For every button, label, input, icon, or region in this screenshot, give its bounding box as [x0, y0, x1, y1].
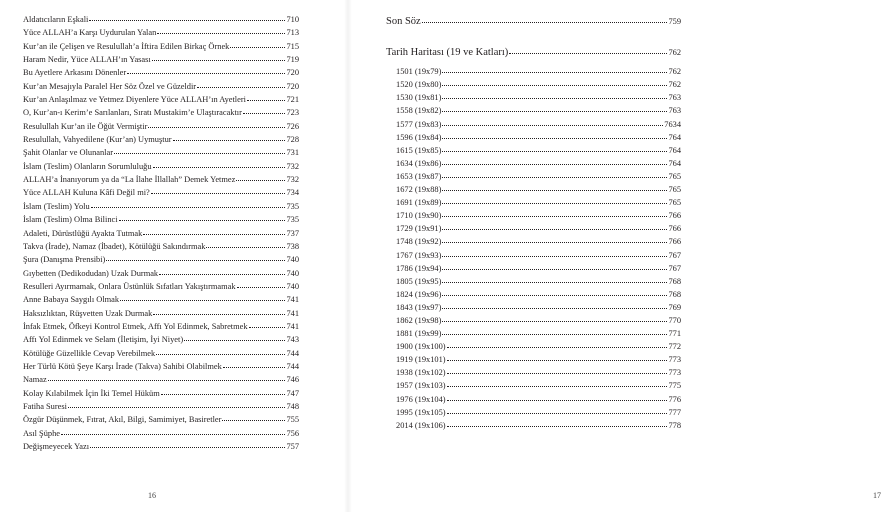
dot-leader [442, 85, 667, 86]
toc-entry-page: 775 [668, 381, 681, 391]
toc-entry-title: İslam (Teslim) Yolu [23, 201, 90, 211]
dot-leader [442, 164, 667, 165]
toc-entry-page: 773 [668, 355, 681, 365]
toc-entry [23, 133, 299, 146]
dot-leader [143, 234, 285, 235]
toc-entry-title: 1938 (19x102) [396, 368, 446, 378]
toc-entry-title: İslam (Teslim) Olanların Sorumluluğu [23, 161, 152, 171]
toc-entry-title: Bu Ayetlere Arkasını Dönenler [23, 68, 127, 78]
toc-entry-title: Şahit Olanlar ve Olunanlar [23, 148, 114, 158]
toc-entry-page: 764 [668, 132, 681, 142]
dot-leader [89, 20, 285, 21]
toc-entry-page: 756 [286, 428, 299, 438]
dot-leader [442, 177, 667, 178]
dot-leader [153, 314, 285, 315]
toc-entry-page: 721 [286, 95, 299, 105]
toc-entry-title: 1976 (19x104) [396, 394, 446, 404]
dot-leader [509, 53, 667, 54]
toc-entry-page: 741 [286, 321, 299, 331]
toc-entry-title: 1767 (19x93) [396, 250, 442, 260]
toc-entry [386, 393, 681, 406]
toc-entry [386, 209, 681, 222]
dot-leader [237, 287, 286, 288]
toc-entry-page: 767 [668, 263, 681, 273]
dot-leader [442, 98, 667, 99]
toc-entry-title: Affı Yol Edinmek ve Selam (İletişim, İyi Niyet) [23, 335, 184, 345]
toc-entry-title: Değişmeyecek Yazı [23, 442, 90, 451]
toc-entry [386, 340, 681, 353]
dot-leader [243, 113, 286, 114]
toc-entry-title: 1596 (19x84) [396, 132, 442, 142]
toc-entry-title: Namaz [23, 375, 47, 385]
toc-entry [386, 65, 681, 78]
dot-leader [442, 151, 667, 152]
toc-entry-title: 1520 (19x80) [396, 80, 442, 90]
toc-entry-title: 1843 (19x97) [396, 302, 442, 312]
toc-entry-page: 778 [668, 420, 681, 430]
toc-entry-page: 744 [286, 361, 299, 371]
toc-entry-page: 741 [286, 295, 299, 305]
toc-entry-title: Kur’an Mesajıyla Paralel Her Söz Özel ve Güzeldir [23, 81, 197, 91]
toc-entry [386, 78, 681, 91]
toc-entry-title: 1691 (19x89) [396, 198, 442, 208]
toc-entry-title: Resulullah, Vahyedilene (Kur’an) Uymuştur [23, 135, 172, 145]
toc-entry [386, 222, 681, 235]
toc-entry [386, 262, 681, 275]
toc-entry-page: 723 [286, 108, 299, 118]
toc-entry-page: 740 [286, 281, 299, 291]
toc-entry [23, 413, 299, 426]
toc-entry-page: 763 [668, 106, 681, 116]
dot-leader [48, 380, 286, 381]
toc-entry [23, 427, 299, 440]
toc-entry-page: 766 [668, 211, 681, 221]
toc-entry-page: 768 [668, 276, 681, 286]
toc-entry-page: 720 [286, 68, 299, 78]
toc-entry-title: 1653 (19x87) [396, 171, 442, 181]
dot-leader [447, 400, 668, 401]
toc-entry-page: 746 [286, 375, 299, 385]
toc-entry-page: 738 [286, 241, 299, 251]
toc-entry-page: 762 [668, 67, 681, 77]
right-page [348, 0, 881, 512]
toc-entry [23, 440, 299, 453]
dot-leader [442, 138, 667, 139]
page-number-right: 17 [873, 491, 881, 500]
toc-entry [386, 314, 681, 327]
toc-entry-page: 767 [668, 250, 681, 260]
toc-entry-page: 732 [286, 161, 299, 171]
toc-entry [23, 213, 299, 226]
toc-entry-title: 1824 (19x96) [396, 289, 442, 299]
toc-entry [386, 91, 681, 104]
dot-leader [442, 308, 667, 309]
toc-entry-page: 731 [286, 148, 299, 158]
toc-entry-title: 1672 (19x88) [396, 185, 442, 195]
toc-entry-title: 1530 (19x81) [396, 93, 442, 103]
toc-entry-title: 1881 (19x99) [396, 329, 442, 339]
dot-leader [127, 73, 285, 74]
dot-leader [447, 426, 668, 427]
toc-entry-title: 1862 (19x98) [396, 315, 442, 325]
toc-entry-page: 740 [286, 255, 299, 265]
toc-entry [23, 146, 299, 159]
dot-leader [442, 242, 667, 243]
toc-entry [23, 333, 299, 346]
toc-entry-page: 732 [286, 175, 299, 185]
dot-leader [161, 394, 286, 395]
toc-entry-page: 741 [286, 308, 299, 318]
toc-entry-title: Asıl Şüphe [23, 428, 60, 438]
toc-entry-title: 1729 (19x91) [396, 224, 442, 234]
dot-leader [247, 100, 285, 101]
section-spacer [386, 28, 681, 46]
toc-entry-title: 1615 (19x85) [396, 145, 442, 155]
toc-entry-page: 765 [668, 185, 681, 195]
dot-leader [442, 229, 667, 230]
toc-entry-page: 715 [286, 41, 299, 51]
toc-entry [23, 200, 299, 213]
toc-entry-tarih-haritasi [386, 46, 681, 59]
toc-entry-title: Kur’an ile Çelişen ve Resulullah’a İftira Edilen Birkaç Örnek [23, 41, 230, 51]
toc-entry-title: Gıybetten (Dedikodudan) Uzak Durmak [23, 268, 159, 278]
dot-leader [442, 216, 667, 217]
toc-entry-page: 743 [286, 335, 299, 345]
toc-entry-title: 1995 (19x105) [396, 407, 446, 417]
toc-entry-title: Yüce ALLAH Kuluna Kâfi Değil mi? [23, 188, 150, 198]
toc-entry-page: 720 [286, 81, 299, 91]
toc-entry [23, 106, 299, 119]
toc-entry [23, 347, 299, 360]
dot-leader [442, 203, 667, 204]
toc-entry-page: 764 [668, 158, 681, 168]
toc-entry [23, 227, 299, 240]
toc-entry [23, 307, 299, 320]
dot-leader [442, 334, 667, 335]
toc-entry-page: 769 [668, 302, 681, 312]
toc-entry [23, 53, 299, 66]
toc-entry-page: 762 [668, 48, 681, 58]
toc-entry-title: 1900 (19x100) [396, 342, 446, 352]
toc-entry-page: 719 [286, 55, 299, 65]
toc-entry-title: İnfak Etmek, Öfkeyi Kontrol Etmek, Affı Yol Edinmek, Sabretmek [23, 321, 248, 331]
toc-entry-page: 740 [286, 268, 299, 278]
dot-leader [119, 220, 286, 221]
toc-entry-son-soz [386, 15, 681, 28]
toc-entry [386, 419, 681, 432]
toc-entry-page: 766 [668, 237, 681, 247]
dot-leader [442, 321, 667, 322]
dot-leader [442, 190, 667, 191]
toc-entry-title: Şura (Danışma Prensibi) [23, 255, 106, 265]
toc-entry-page: 765 [668, 171, 681, 181]
toc-entry [23, 66, 299, 79]
toc-entry-title: Resulleri Ayırmamak, Onlara Üstünlük Sıfatları Yakıştırmamak [23, 281, 236, 291]
toc-entry [23, 360, 299, 373]
toc-entry-title: Kötülüğe Güzellikle Cevap Verebilmek [23, 348, 156, 358]
toc-entry-title: 1957 (19x103) [396, 381, 446, 391]
toc-entry-page: 713 [286, 28, 299, 38]
left-page [0, 0, 348, 512]
toc-entry [386, 301, 681, 314]
dot-leader [151, 193, 286, 194]
dot-leader [197, 87, 285, 88]
toc-entry [386, 104, 681, 117]
toc-entry-title: 2014 (19x106) [396, 420, 446, 430]
dot-leader [120, 300, 285, 301]
dot-leader [61, 434, 285, 435]
dot-leader [106, 260, 285, 261]
toc-entry-title: 1577 (19x83) [396, 119, 442, 129]
dot-leader [447, 386, 668, 387]
toc-entry [23, 160, 299, 173]
toc-entry-page: 726 [286, 121, 299, 131]
toc-entry-title: Kur’an Anlaşılmaz ve Yetmez Diyenlere Yüce ALLAH’ın Ayetleri [23, 95, 246, 105]
toc-list-right [386, 15, 681, 432]
toc-entry-page: 710 [286, 15, 299, 24]
toc-entry [386, 235, 681, 248]
toc-entry-title: Resulullah Kur’an ile Öğüt Vermiştir [23, 121, 148, 131]
dot-leader [173, 140, 286, 141]
toc-entry [23, 400, 299, 413]
toc-entry-title: 1786 (19x94) [396, 263, 442, 273]
toc-entry [23, 240, 299, 253]
toc-entry [386, 144, 681, 157]
dot-leader [442, 295, 667, 296]
toc-entry [23, 173, 299, 186]
toc-entry-title: 1710 (19x90) [396, 211, 442, 221]
toc-entry-title: Haram Nedir, Yüce ALLAH’ın Yasası [23, 55, 151, 65]
toc-entry [23, 387, 299, 400]
dot-leader [222, 420, 285, 421]
dot-leader [442, 282, 667, 283]
dot-leader [236, 180, 285, 181]
toc-entry-title: O, Kur’an-ı Kerim’e Sarılanları, Sıratı Mustakim’e Ulaştıracaktır [23, 108, 242, 118]
toc-entry [23, 293, 299, 306]
toc-entry [23, 320, 299, 333]
toc-entry-page: 744 [286, 348, 299, 358]
toc-entry [386, 353, 681, 366]
toc-entry-title: Kolay Kılabilmek İçin İki Temel Hüküm [23, 388, 160, 398]
toc-entry-page: 766 [668, 224, 681, 234]
toc-entry-page: 737 [286, 228, 299, 238]
toc-entry [386, 379, 681, 392]
dot-leader [90, 447, 285, 448]
toc-entry-title: 1805 (19x95) [396, 276, 442, 286]
toc-entry-title: 1634 (19x86) [396, 158, 442, 168]
toc-entry-title: 1748 (19x92) [396, 237, 442, 247]
toc-entry-page: 770 [668, 315, 681, 325]
toc-entry-page: 768 [668, 289, 681, 299]
toc-entry-page: 735 [286, 215, 299, 225]
dot-leader [447, 373, 668, 374]
toc-entry-page: 773 [668, 368, 681, 378]
toc-entry-page: 764 [668, 145, 681, 155]
toc-entry [386, 170, 681, 183]
toc-entry-page: 735 [286, 201, 299, 211]
toc-entry [386, 157, 681, 170]
toc-entry-title: 1919 (19x101) [396, 355, 446, 365]
toc-entry [23, 40, 299, 53]
toc-entry [386, 118, 681, 131]
toc-entry-title: Takva (İrade), Namaz (İbadet), Kötülüğü Sakındırmak [23, 241, 206, 251]
dot-leader [442, 256, 667, 257]
dot-leader [157, 33, 285, 34]
dot-leader [447, 360, 668, 361]
dot-leader [442, 72, 667, 73]
toc-entry-title: Özgür Düşünmek, Fıtrat, Akıl, Bilgi, Samimiyet, Basiretler [23, 415, 222, 425]
toc-entry-page: 771 [668, 329, 681, 339]
toc-entry [386, 366, 681, 379]
dot-leader [206, 247, 285, 248]
toc-entry [23, 13, 299, 26]
dot-leader [114, 153, 285, 154]
toc-entry [23, 280, 299, 293]
toc-entry-page: 728 [286, 135, 299, 145]
toc-entry [386, 275, 681, 288]
toc-entry [386, 131, 681, 144]
dot-leader [442, 269, 667, 270]
toc-entry [386, 406, 681, 419]
toc-entry-page: 765 [668, 198, 681, 208]
dot-leader [68, 407, 285, 408]
toc-entry-page: 762 [668, 80, 681, 90]
toc-entry-title: Son Söz [386, 16, 421, 27]
toc-entry-page: 763 [668, 93, 681, 103]
dot-leader [152, 60, 286, 61]
toc-entry-title: Her Türlü Kötü Şeye Karşı İrade (Takva) Sahibi Olabilmek [23, 361, 222, 371]
toc-entry-title: 1501 (19x79) [396, 67, 442, 77]
dot-leader [223, 367, 286, 368]
dot-leader [447, 413, 668, 414]
toc-entry-title: Haksızlıktan, Rüşvetten Uzak Durmak [23, 308, 153, 318]
toc-entry [386, 288, 681, 301]
toc-entry [23, 253, 299, 266]
toc-entry-page: 776 [668, 394, 681, 404]
dot-leader [148, 127, 285, 128]
toc-list-left [23, 13, 299, 453]
toc-entry [386, 183, 681, 196]
dot-leader [153, 167, 286, 168]
toc-entry [386, 249, 681, 262]
dot-leader [156, 354, 285, 355]
toc-entry-page: 759 [668, 17, 681, 26]
toc-entry-page: 747 [286, 388, 299, 398]
toc-entry-title: Aldatıcıların Eşkali [23, 15, 89, 24]
toc-entry [23, 80, 299, 93]
toc-entry [23, 373, 299, 386]
dot-leader [184, 340, 285, 341]
toc-entry-page: 755 [286, 415, 299, 425]
toc-entry-title: Tarih Haritası (19 ve Katları) [386, 47, 509, 59]
dot-leader [230, 47, 285, 48]
toc-entry [23, 267, 299, 280]
toc-entry [23, 93, 299, 106]
dot-leader [442, 125, 663, 126]
toc-entry-title: Anne Babaya Saygılı Olmak [23, 295, 120, 305]
toc-entry-page: 772 [668, 342, 681, 352]
dot-leader [447, 347, 668, 348]
dot-leader [91, 207, 286, 208]
toc-entry-title: İslam (Teslim) Olma Bilinci [23, 215, 118, 225]
toc-entry-title: Adaleti, Dürüstlüğü Ayakta Tutmak [23, 228, 143, 238]
toc-entry-title: Yüce ALLAH’a Karşı Uydurulan Yalan [23, 28, 157, 38]
toc-entry-title: ALLAH’a İnanıyorum ya da “La İlahe İllallah” Demek Yetmez [23, 175, 236, 185]
toc-entry [23, 186, 299, 199]
toc-entry [386, 196, 681, 209]
toc-entry [23, 26, 299, 39]
dot-leader [249, 327, 286, 328]
dot-leader [422, 22, 668, 23]
toc-entry-title: Fatiha Suresi [23, 401, 67, 411]
toc-entry-page: 734 [286, 188, 299, 198]
toc-entry-page: 7634 [664, 119, 681, 129]
dot-leader [159, 274, 285, 275]
toc-entry-title: 1558 (19x82) [396, 106, 442, 116]
toc-entry-page: 777 [668, 407, 681, 417]
toc-entry-page: 757 [286, 442, 299, 451]
toc-entry [23, 120, 299, 133]
dot-leader [442, 111, 667, 112]
page-number-left: 16 [148, 491, 156, 500]
toc-entry [386, 327, 681, 340]
toc-entry-page: 748 [286, 401, 299, 411]
